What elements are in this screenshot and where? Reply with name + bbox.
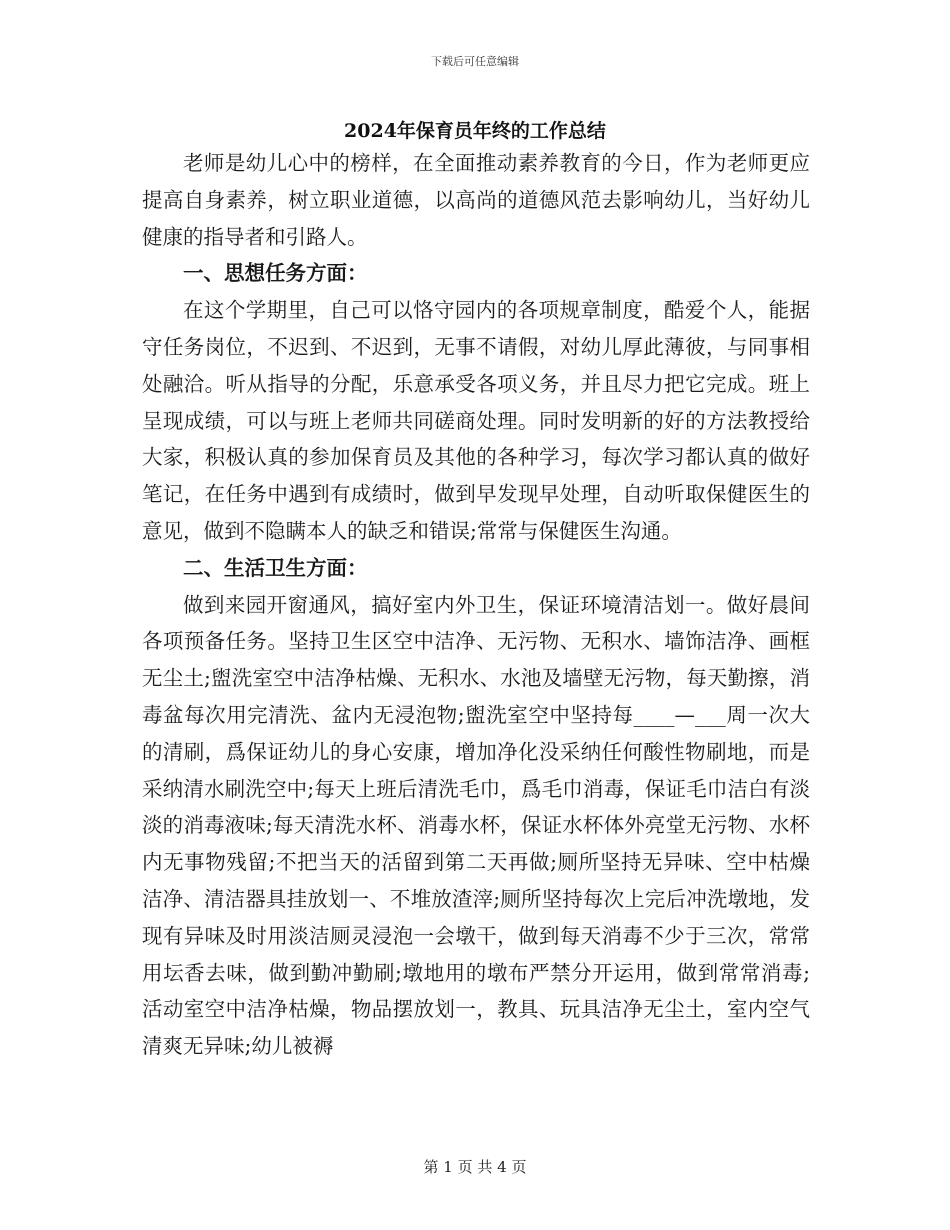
section-heading-1: 一、思想任务方面： [183, 261, 368, 286]
intro-paragraph: 老师是幼儿心中的榜样，在全面推动素养教育的今日，作为老师更应提高自身素养，树立职业道德，以高尚的道德风范去影响幼儿，当好幼儿健康的指导者和引路人。 [142, 151, 810, 249]
page-header-note: 下载后可任意编辑 [431, 55, 519, 68]
section-1-paragraph: 在这个学期里，自己可以恪守园内的各项规章制度，酷爱个人，能据守任务岗位，不迟到、不迟到，无事不请假，对幼儿厚此薄彼，与同事相处融洽。听从指导的分配，乐意承受各项义务，并且尽力把它完成。班上呈现成绩，可以与班上老师共同磋商处理。同时发明新的好的方法教授给大家，积极认真的参加保育员及其他的各种学习，每次学习都认真的做好笔记，在任务中遇到有成绩时，做到早发现早处理，自动听取保健医生的意见，做到不隐瞒本人的缺乏和错误;常常与保健医生沟通。 [142, 298, 810, 543]
document-body [142, 145, 810, 1065]
section-heading-2: 二、生活卫生方面： [183, 555, 368, 580]
section-2-paragraph: 做到来园开窗通风，搞好室内外卫生，保证环境清洁划一。做好晨间各项预备任务。坚持卫生区空中洁净、无污物、无积水、墙饰洁净、画框无尘土;盥洗室空中洁净枯燥、无积水、水池及墙壁无污物，每天勤擦，消毒盆每次用完清洗、盆内无浸泡物;盥洗室空中坚持每____—___周一次大的清刷，爲保证幼儿的身心安康，增加净化没采纳任何酸性物刷地，而是采纳清水刷洗空中;每天上班后清洗毛巾，爲毛巾消毒，保证毛巾洁白有淡淡的消毒液味;每天清洗水杯、消毒水杯，保证水杯体外亮堂无污物、水杯内无事物残留;不把当天的活留到第二天再做;厕所坚持无异味、空中枯燥洁净、清洁器具挂放划一、不堆放渣滓;厕所坚持每次上完后冲洗墩地，发现有异味及时用淡洁厕灵浸泡一会墩干，做到每天消毒不少于三次，常常用坛香去味，做到勤冲勤刷;墩地用的墩布严禁分开运用，做到常常消毒;活动室空中洁净枯燥，物品摆放划一，教具、玩具洁净无尘土，室内空气清爽无异味;幼儿被褥 [142, 592, 810, 1059]
document-title: 2024年保育员年终的工作总结 [344, 120, 606, 142]
page-footer: 第 1 页 共 4 页 [423, 1158, 527, 1176]
